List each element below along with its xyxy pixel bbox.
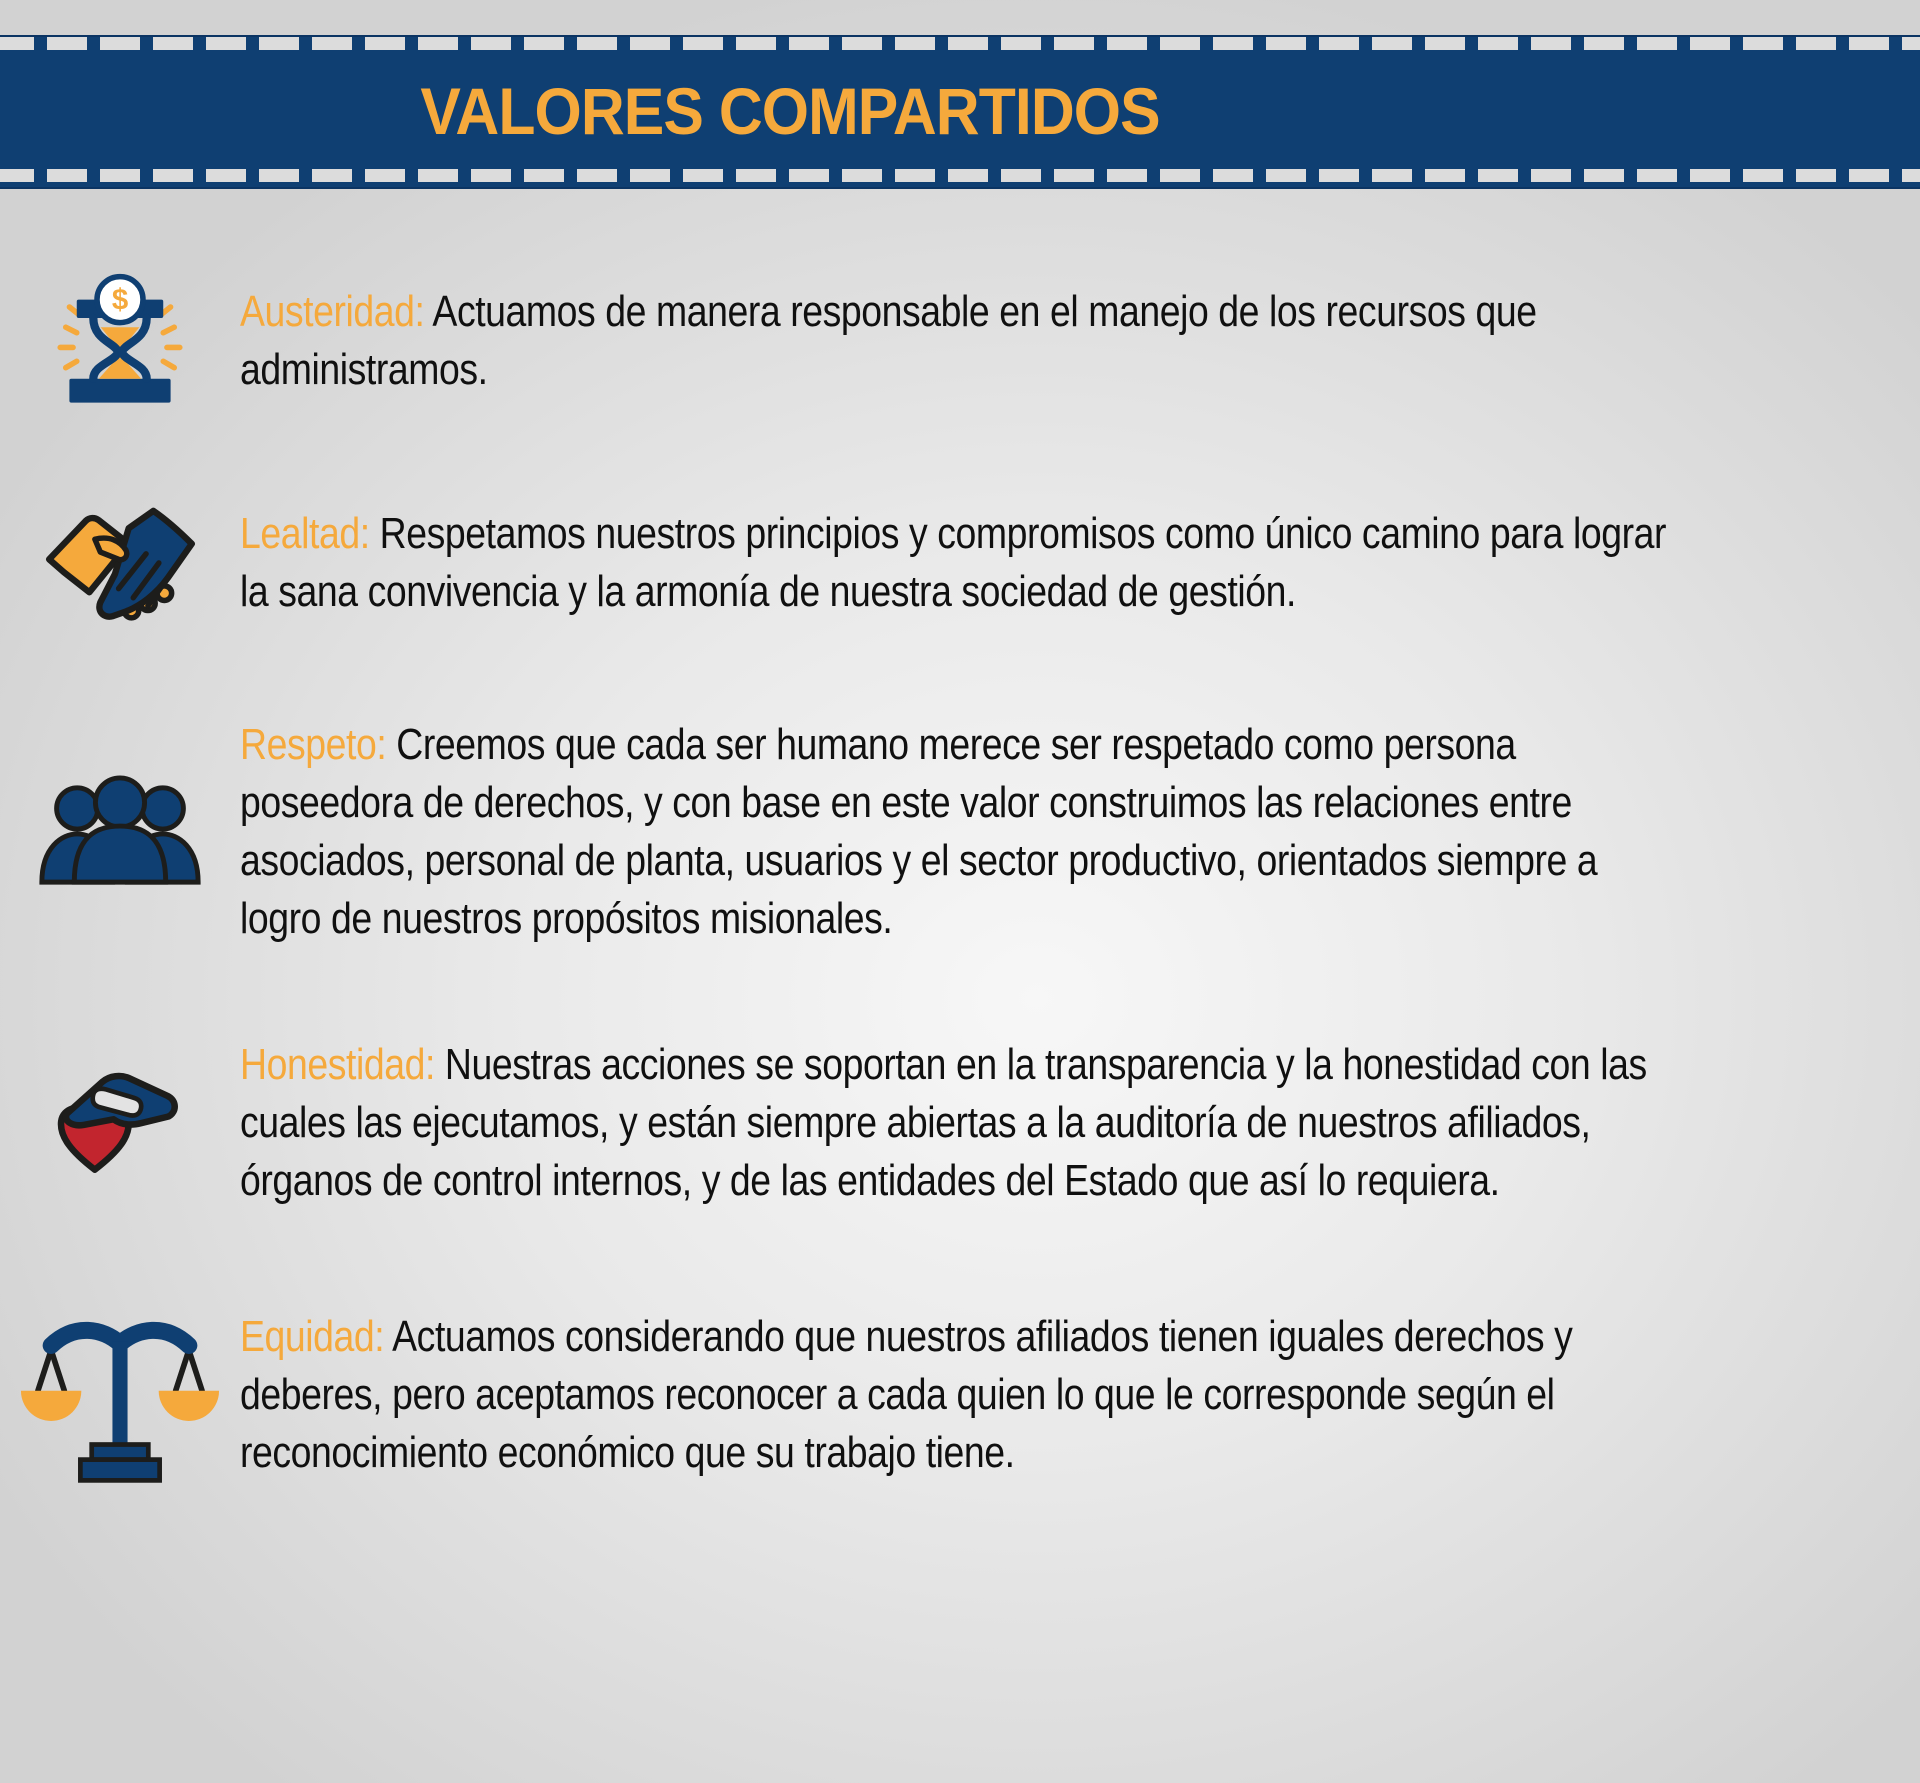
balance-scale-icon — [20, 1298, 220, 1492]
value-item-lealtad — [0, 498, 1920, 628]
value-text: Actuamos de manera responsable en el manejo de los recursos que administramos. — [240, 287, 1537, 394]
value-label: Equidad: — [240, 1312, 385, 1361]
value-paragraph — [240, 505, 1668, 621]
filmstrip-perforations-bottom-icon — [0, 169, 1920, 182]
value-text: Respetamos nuestros principios y compromisos como único camino para lograr la sana convivencia y la armonía de nuestra sociedad de gestión. — [240, 509, 1667, 616]
value-paragraph — [240, 1036, 1668, 1210]
value-paragraph — [240, 716, 1668, 948]
page-title: VALORES COMPARTIDOS — [420, 74, 1160, 148]
icon-column — [0, 773, 240, 891]
value-item-austeridad — [0, 272, 1920, 410]
svg-text:$: $ — [111, 283, 129, 317]
people-group-icon — [34, 773, 206, 891]
handshake-icon — [40, 498, 200, 628]
value-paragraph — [240, 1308, 1668, 1482]
value-label: Respeto: — [240, 720, 387, 769]
icon-column — [0, 272, 240, 410]
value-item-honestidad — [0, 1036, 1920, 1210]
value-text: Nuestras acciones se soportan en la transparencia y la honestidad con las cuales las ejecutamos, y están siempre abiertas a la auditoría de nuestros afiliados, órganos de control internos, y de las entidades del Estado que así lo requiera. — [240, 1040, 1647, 1205]
value-text: Creemos que cada ser humano merece ser respetado como persona poseedora de derechos, y con base en este valor construimos las relaciones entre asociados, personal de planta, usuarios y el sector productivo, orientados siempre a logro de nuestros propósitos misionales. — [240, 720, 1598, 943]
value-label: Lealtad: — [240, 509, 370, 558]
icon-column — [0, 498, 240, 628]
value-item-equidad — [0, 1298, 1920, 1492]
hand-heart-icon — [50, 1065, 190, 1182]
value-text: Actuamos considerando que nuestros afiliados tienen iguales derechos y deberes, pero aceptamos reconocer a cada quien lo que le corresponde según el reconocimiento económico que su trabajo tiene. — [240, 1312, 1573, 1477]
icon-column — [0, 1298, 240, 1492]
title-band — [0, 37, 1920, 187]
values-list — [0, 187, 1920, 1492]
value-item-respeto — [0, 716, 1920, 948]
value-paragraph — [240, 283, 1668, 399]
value-label: Honestidad: — [240, 1040, 435, 1089]
hourglass-money-icon — [51, 272, 189, 410]
icon-column — [0, 1065, 240, 1182]
value-label: Austeridad: — [240, 287, 425, 336]
